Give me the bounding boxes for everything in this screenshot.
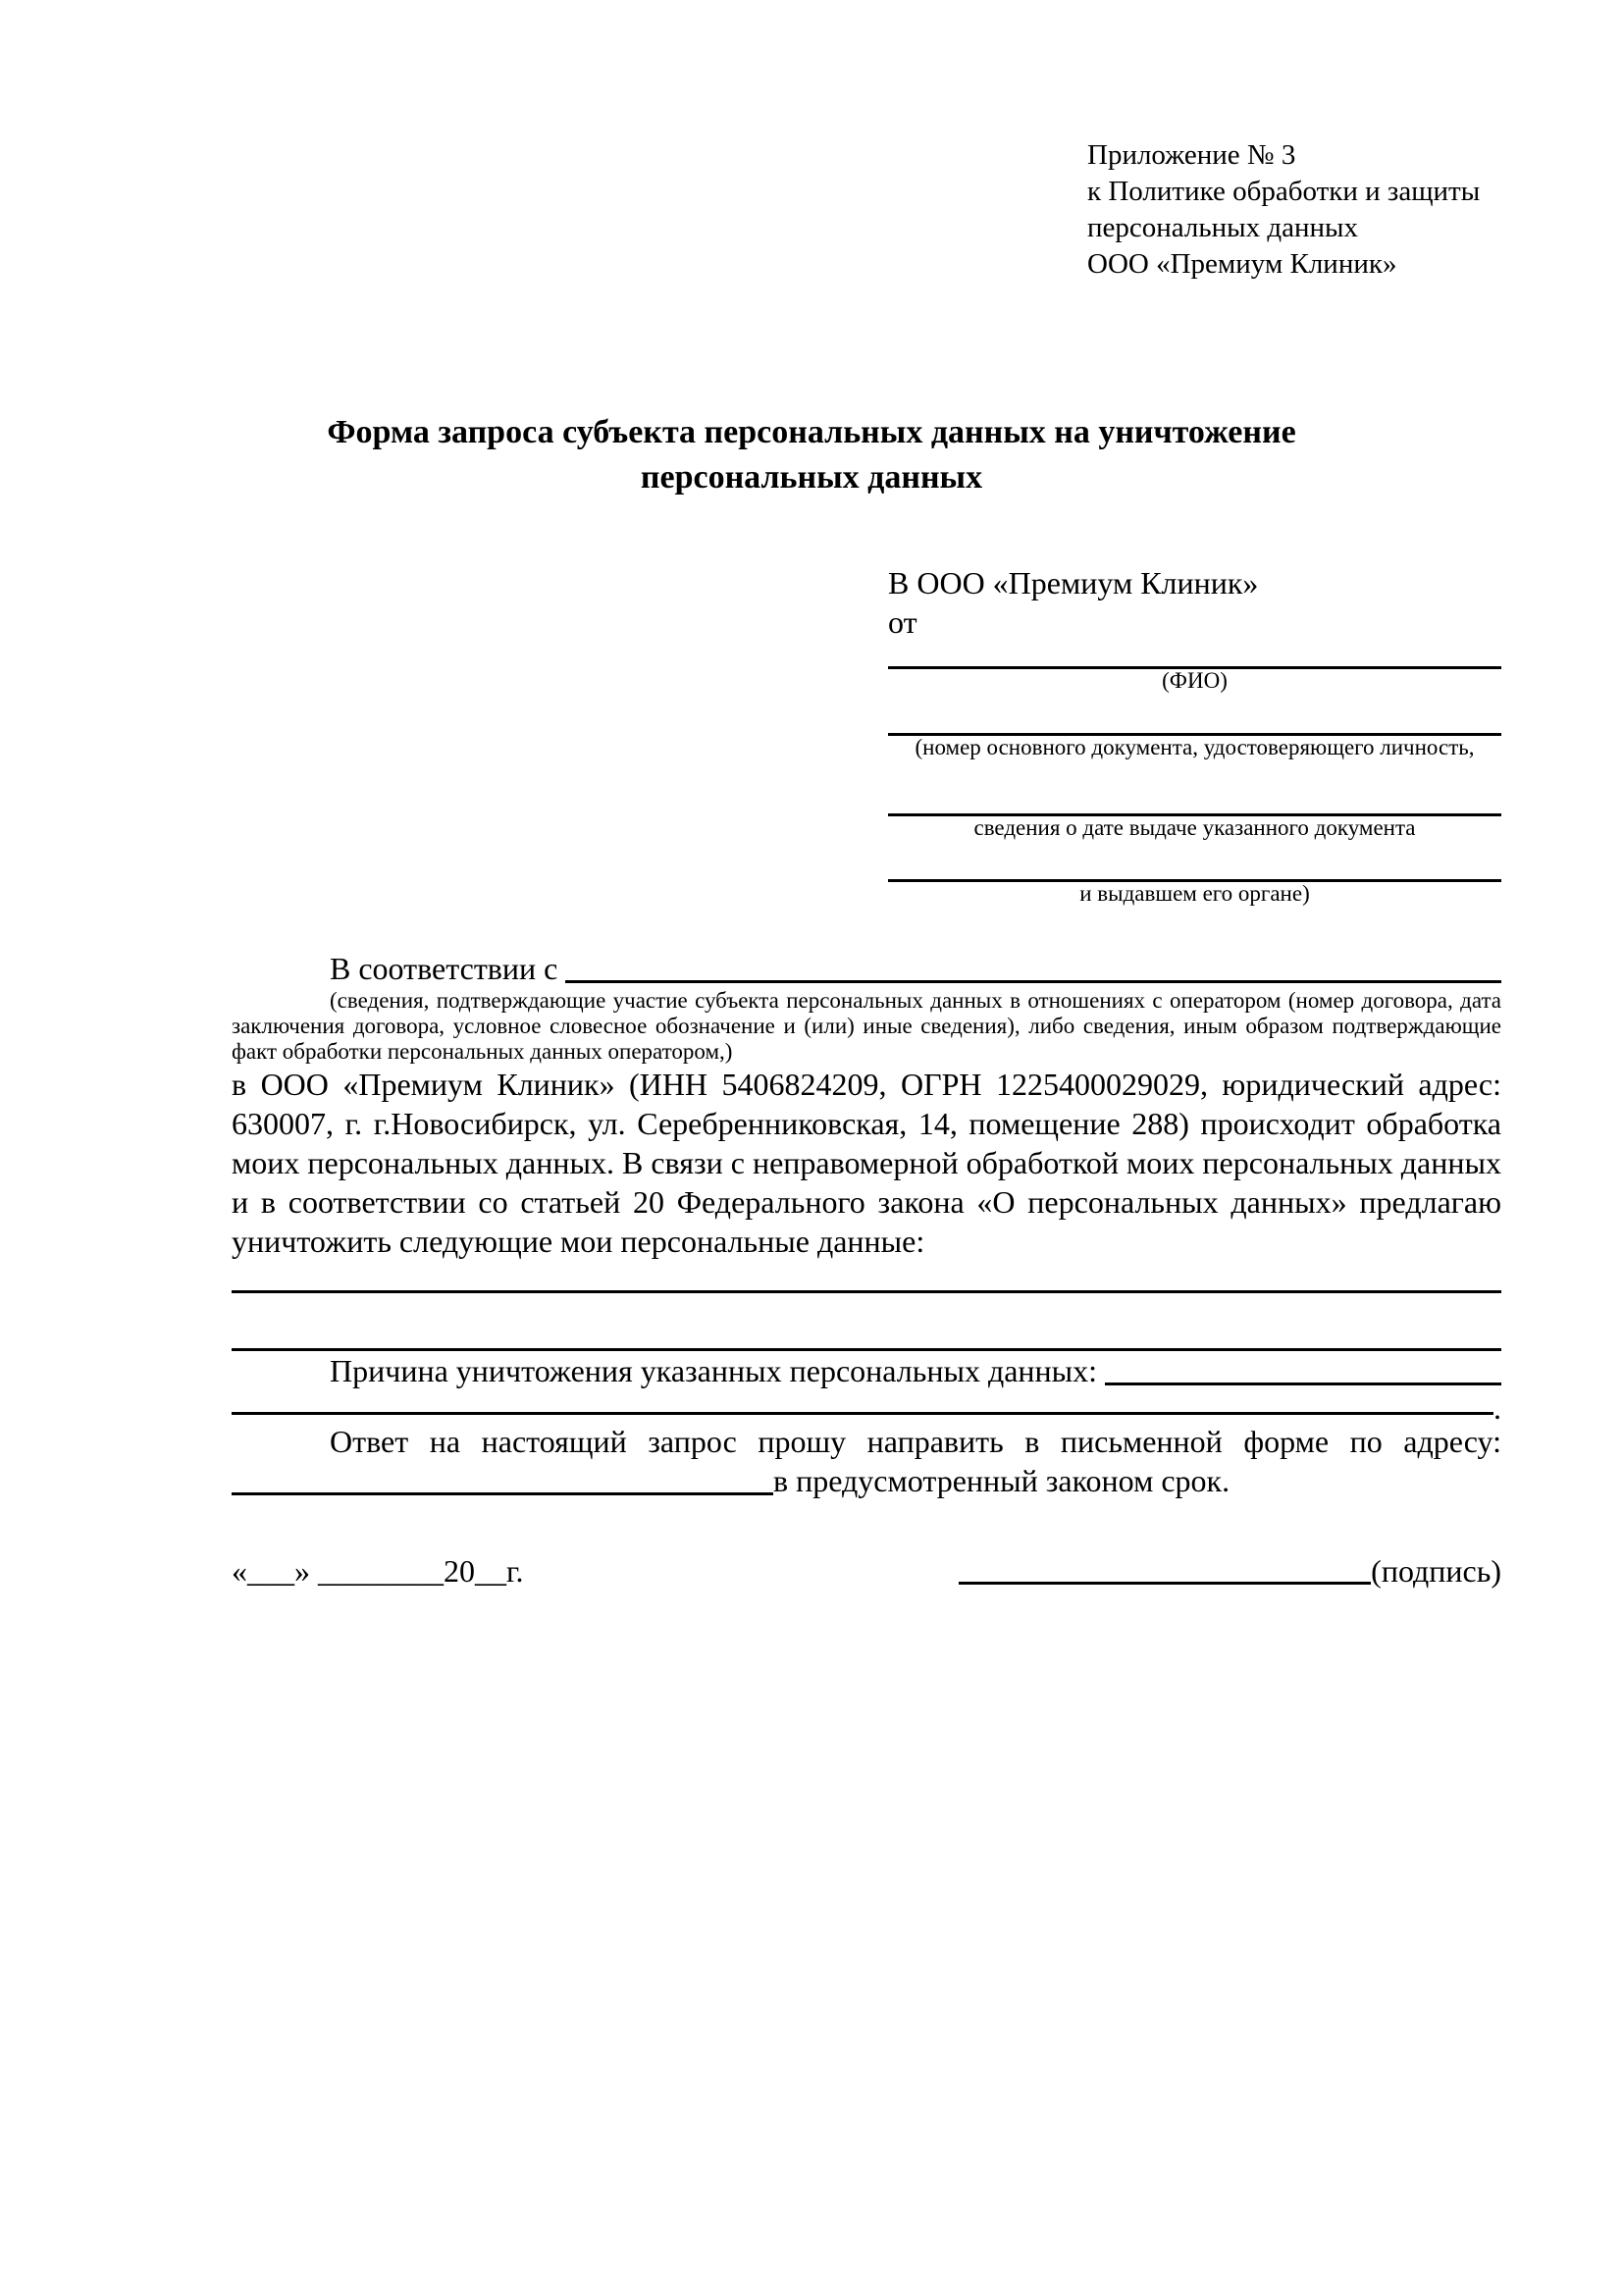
reason-row [232, 1351, 1501, 1390]
signature-group [959, 1551, 1501, 1591]
document-title-line-2: персональных данных [640, 459, 983, 496]
document-title-line-1: Форма запроса субъекта персональных данных на уничтожение [327, 414, 1296, 450]
signature-blank-line [959, 1582, 1371, 1585]
issue-date-caption: сведения о дате выдаче указанного документа [973, 815, 1416, 840]
reason-label: Причина уничтожения указанных персональных данных: [330, 1353, 1098, 1388]
accordance-lead: В соответствии с [330, 951, 558, 986]
reason-continuation-row [232, 1390, 1501, 1426]
reason-blank-line-2 [232, 1412, 1493, 1415]
date-blank-text: «___» ________20__г. [232, 1553, 524, 1589]
body-paragraph: в ООО «Премиум Клиник» (ИНН 5406824209, ОГРН 1225400029029, юридический адрес: 630007, г. г.Новосибирск, ул. Серебренниковская, 14, помещение 288) происходит обработка моих персональных данных. В связи с неправомерной обработкой моих персональных данных и в соответствии со статьей 20 Федерального закона «О персональных данных» предлагаю уничтожить следующие мои персональные данные: [232, 1067, 1501, 1259]
addressee-block [888, 563, 1501, 906]
accordance-blank-line [565, 949, 1501, 983]
fio-caption: (ФИО) [1162, 668, 1228, 693]
addressee-from-label: от [888, 604, 917, 640]
issuing-authority-blank-line [888, 840, 1501, 882]
response-tail: в предусмотренный законом срок. [773, 1463, 1230, 1498]
appendix-header-line-3: персональных данных [1087, 212, 1359, 243]
document-number-blank-line [888, 693, 1501, 736]
reason-line-period: . [1493, 1390, 1501, 1426]
personal-data-blank-line-2 [232, 1293, 1501, 1351]
appendix-header-line-2: к Политике обработки и защиты [1087, 176, 1481, 207]
response-paragraph: Ответ на настоящий запрос прошу направить в письменной форме по адресу: [330, 1424, 1501, 1459]
appendix-header-line-1: Приложение № 3 [1087, 139, 1296, 171]
address-row [232, 1461, 1501, 1500]
issue-date-blank-line [888, 759, 1501, 816]
reason-blank-line [1105, 1351, 1501, 1385]
personal-data-blank-line-1 [232, 1261, 1501, 1293]
accordance-note: (сведения, подтверждающие участие субъекта персональных данных в отношениях с оператором (номер договора, дата заключения договора, условное словесное обозначение и (или) иные сведения), либо сведения, иным образом подтверждающие факт обработки персональных данных оператором,) [232, 988, 1501, 1064]
footer-row [232, 1551, 1501, 1591]
appendix-header-line-4: ООО «Премиум Клиник» [1087, 248, 1397, 280]
addressee-to: В ООО «Премиум Клиник» [888, 565, 1259, 600]
signature-caption: (подпись) [1371, 1553, 1501, 1589]
fio-blank-line [888, 642, 1501, 669]
document-title [0, 410, 1623, 500]
document-number-caption: (номер основного документа, удостоверяющего личность, [915, 735, 1475, 759]
address-blank-line [232, 1461, 773, 1495]
issuing-authority-caption: и выдавшем его органе) [1079, 881, 1310, 906]
accordance-row [232, 949, 1501, 988]
appendix-header [1087, 137, 1501, 283]
